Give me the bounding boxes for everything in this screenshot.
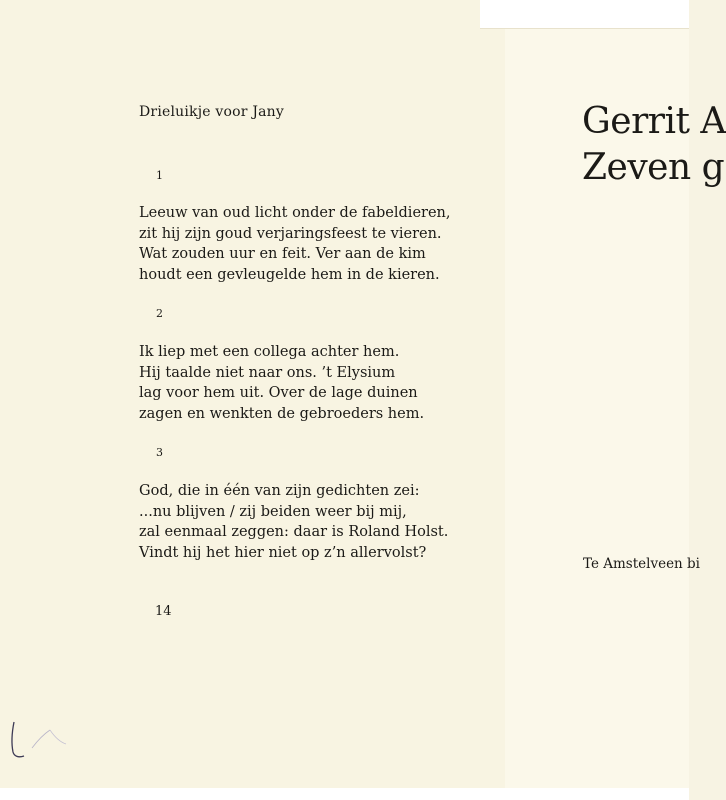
right-page-text-area (505, 28, 726, 788)
stanza-2 (139, 342, 424, 424)
stanza-line: lag voor hem uit. Over de lage duinen (139, 385, 418, 401)
stanza-line: Vindt hij het hier niet op z’n allervolst? (139, 544, 427, 561)
stanza-line: Wat zouden uur en feit. Ver aan de kim (139, 246, 426, 262)
stanza-line: Leeuw van oud licht onder de fabeldieren, (139, 205, 451, 221)
stanza-line: zagen en wenkten de gebroeders hem. (139, 405, 425, 422)
section-number-3: 3 (156, 446, 163, 459)
stanza-line: houdt een gevleugelde hem in de kieren. (139, 266, 440, 283)
book-title: Zeven g (582, 147, 725, 188)
stanza-line: Ik liep met een collega achter hem. (139, 344, 400, 360)
stanza-3 (139, 481, 448, 563)
stanza-line: Hij taalde niet naar ons. ’t Elysium (139, 364, 396, 381)
ink-scribble-mark (6, 718, 76, 764)
poem-title: Drieluikje voor Jany (139, 104, 285, 120)
stanza-line: zal eenmaal zeggen: daar is Roland Holst. (139, 524, 449, 540)
imprint-line: Te Amstelveen bi (583, 556, 700, 572)
stanza-line: God, die in één van zijn gedichten zei: (139, 483, 420, 499)
cover-top-edge (480, 0, 689, 29)
stanza-line: ...nu blijven / zij beiden weer bij mij, (139, 503, 407, 520)
book-author: Gerrit A (582, 101, 726, 142)
scan-bottom-edge (0, 788, 689, 800)
stanza-line: zit hij zijn goud verjaringsfeest te vieren. (139, 225, 442, 242)
section-number-2: 2 (156, 307, 163, 320)
stanza-1 (139, 203, 450, 285)
page-number: 14 (155, 604, 172, 619)
section-number-1: 1 (156, 169, 163, 182)
